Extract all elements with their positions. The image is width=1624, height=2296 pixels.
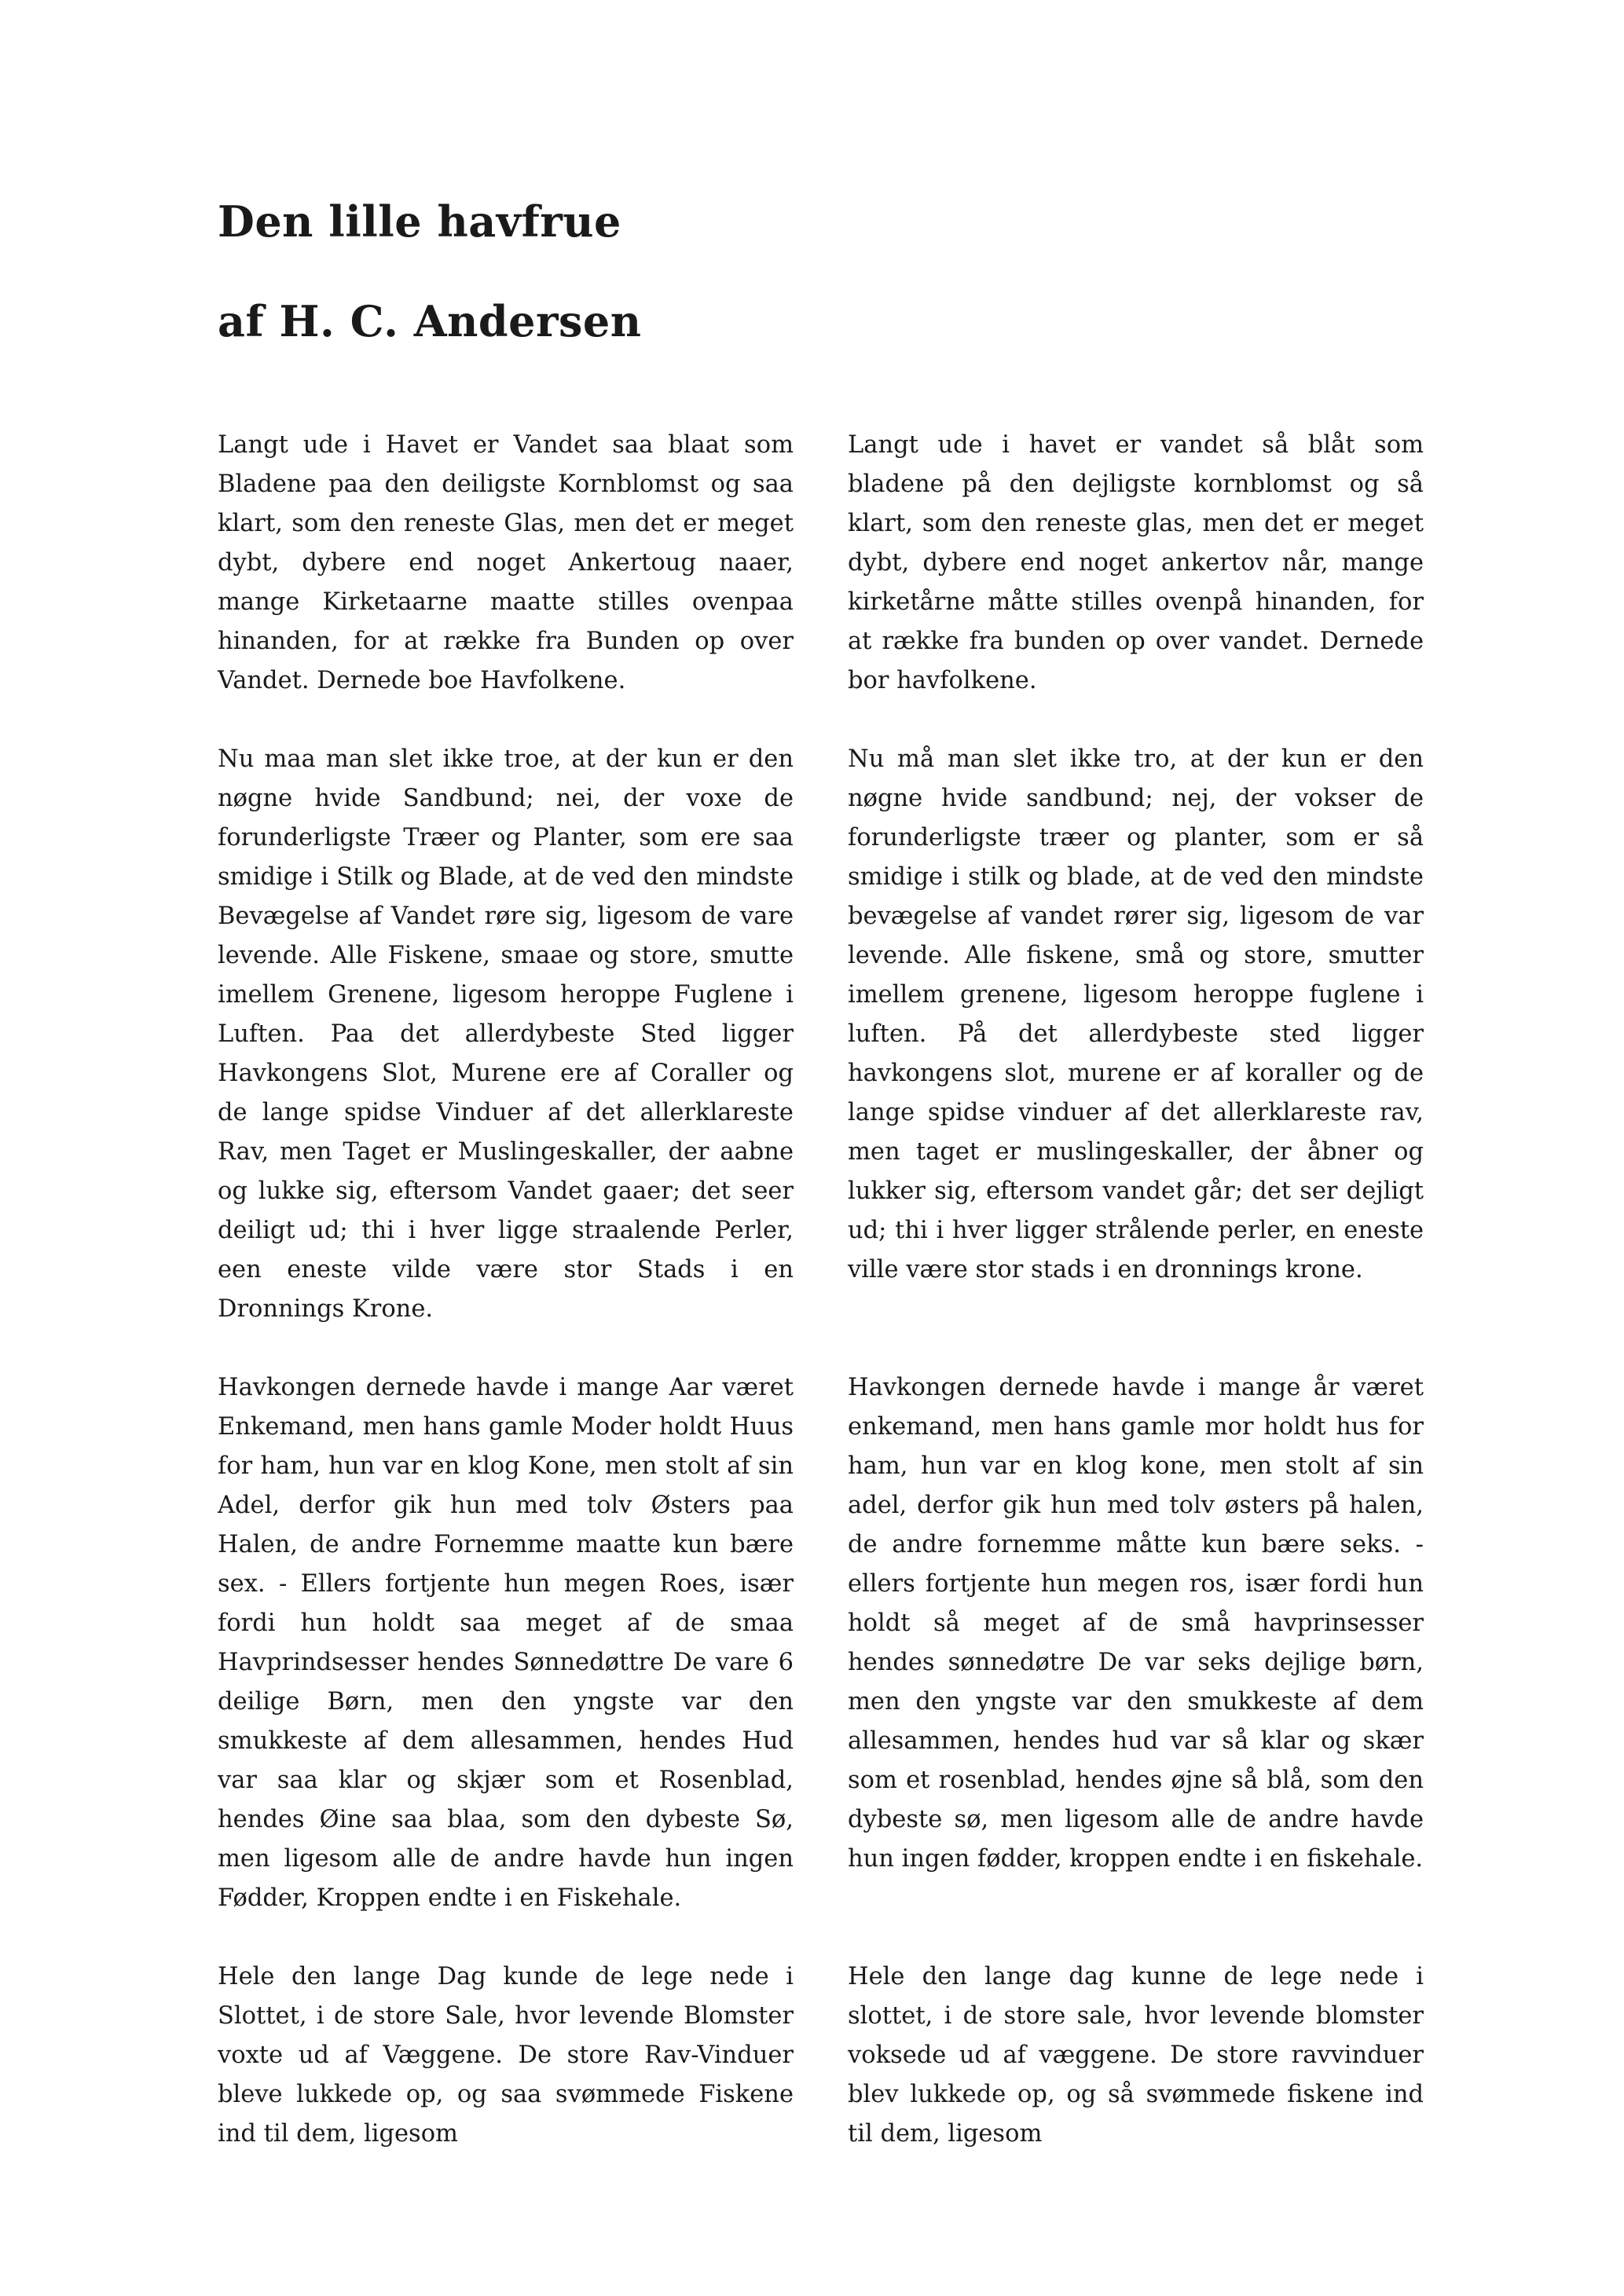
paragraph-row bbox=[218, 1957, 1424, 2154]
paragraph-modern: Havkongen dernede havde i mange år været enkemand, men hans gamle mor holdt hus for ham, hun var en klog kone, men stolt af sin adel, derfor gik hun med tolv østers på halen, de andre fornemme måtte kun bære seks. - ellers fortjente hun megen ros, især fordi hun holdt så meget af de små havprinsesser hendes sønnedøtre De var seks dejlige børn, men den yngste var den smukkeste af dem allesammen, hendes hud var så klar og skær som et rosenblad, hendes øjne så blå, som den dybeste sø, men ligesom alle de andre havde hun ingen fødder, kroppen endte i en fiskehale. bbox=[848, 1373, 1424, 1873]
document-page bbox=[218, 196, 1424, 2193]
paragraph-original: Nu maa man slet ikke troe, at der kun er den nøgne hvide Sandbund; nei, der voxe de forunderligste Træer og Planter, som ere saa smidige i Stilk og Blade, at de ved den mindste Bevægelse af Vandet røre sig, ligesom de vare levende. Alle Fiskene, smaae og store, smutte imellem Grenene, ligesom heroppe Fuglene i Luften. Paa det allerdybeste Sted ligger Havkongens Slot, Murene ere af Coraller og de lange spidse Vinduer af det allerklareste Rav, men Taget er Muslingeskaller, der aabne og lukke sig, eftersom Vandet gaaer; det seer deiligt ud; thi i hver ligge straalende Perler, een eneste vilde være stor Stads i en Dronnings Krone. bbox=[218, 745, 794, 1323]
paragraph-original: Hele den lange Dag kunde de lege nede i Slottet, i de store Sale, hvor levende Blomster voxte ud af Væggene. De store Rav-Vinduer bleve lukkede op, og saa svømmede Fiskene ind til dem, ligesom bbox=[218, 1962, 794, 2148]
paragraph-modern: Hele den lange dag kunne de lege nede i slottet, i de store sale, hvor levende blomster voksede ud af væggene. De store ravvinduer blev lukkede op, og så svømmede fiskene ind til dem, ligesom bbox=[848, 1962, 1424, 2148]
paragraph-modern: Langt ude i havet er vandet så blåt som bladene på den dejligste kornblomst og så klart, som den reneste glas, men det er meget dybt, dybere end noget ankertov når, mange kirketårne måtte stilles ovenpå hinanden, for at række fra bunden op over vandet. Dernede bor havfolkene. bbox=[848, 430, 1424, 694]
paragraph-row bbox=[218, 426, 1424, 701]
document-title: Den lille havfrue bbox=[218, 196, 621, 247]
paragraph-original: Langt ude i Havet er Vandet saa blaat som Bladene paa den deiligste Kornblomst og saa klart, som den reneste Glas, men det er meget dybt, dybere end noget Ankertoug naaer, mange Kirketaarne maatte stilles ovenpaa hinanden, for at række fra Bunden op over Vandet. Dernede boe Havfolkene. bbox=[218, 430, 794, 694]
paragraph-row bbox=[218, 740, 1424, 1329]
paragraph-original: Havkongen dernede havde i mange Aar været Enkemand, men hans gamle Moder holdt Huus for ham, hun var en klog Kone, men stolt af sin Adel, derfor gik hun med tolv Østers paa Halen, de andre Fornemme maatte kun bære sex. - Ellers fortjente hun megen Roes, især fordi hun holdt saa meget af de smaa Havprindsesser hendes Sønnedøttre De vare 6 deilige Børn, men den yngste var den smukkeste af dem allesammen, hendes Hud var saa klar og skjær som et Rosenblad, hendes Øine saa blaa, som den dybeste Sø, men ligesom alle de andre havde hun ingen Fødder, Kroppen endte i en Fiskehale. bbox=[218, 1373, 794, 1912]
paragraph-row bbox=[218, 1368, 1424, 1918]
paragraph-modern: Nu må man slet ikke tro, at der kun er den nøgne hvide sandbund; nej, der vokser de forunderligste træer og planter, som er så smidige i stilk og blade, at de ved den mindste bevægelse af vandet rører sig, ligesom de var levende. Alle fiskene, små og store, smutter imellem grenene, ligesom heroppe fuglene i luften. På det allerdybeste sted ligger havkongens slot, murene er af koraller og de lange spidse vinduer af det allerklareste rav, men taget er muslingeskaller, der åbner og lukker sig, eftersom vandet går; det ser dejligt ud; thi i hver ligger strålende perler, en eneste ville være stor stads i en dronnings krone. bbox=[848, 745, 1424, 1283]
document-author: af H. C. Andersen bbox=[218, 295, 642, 346]
